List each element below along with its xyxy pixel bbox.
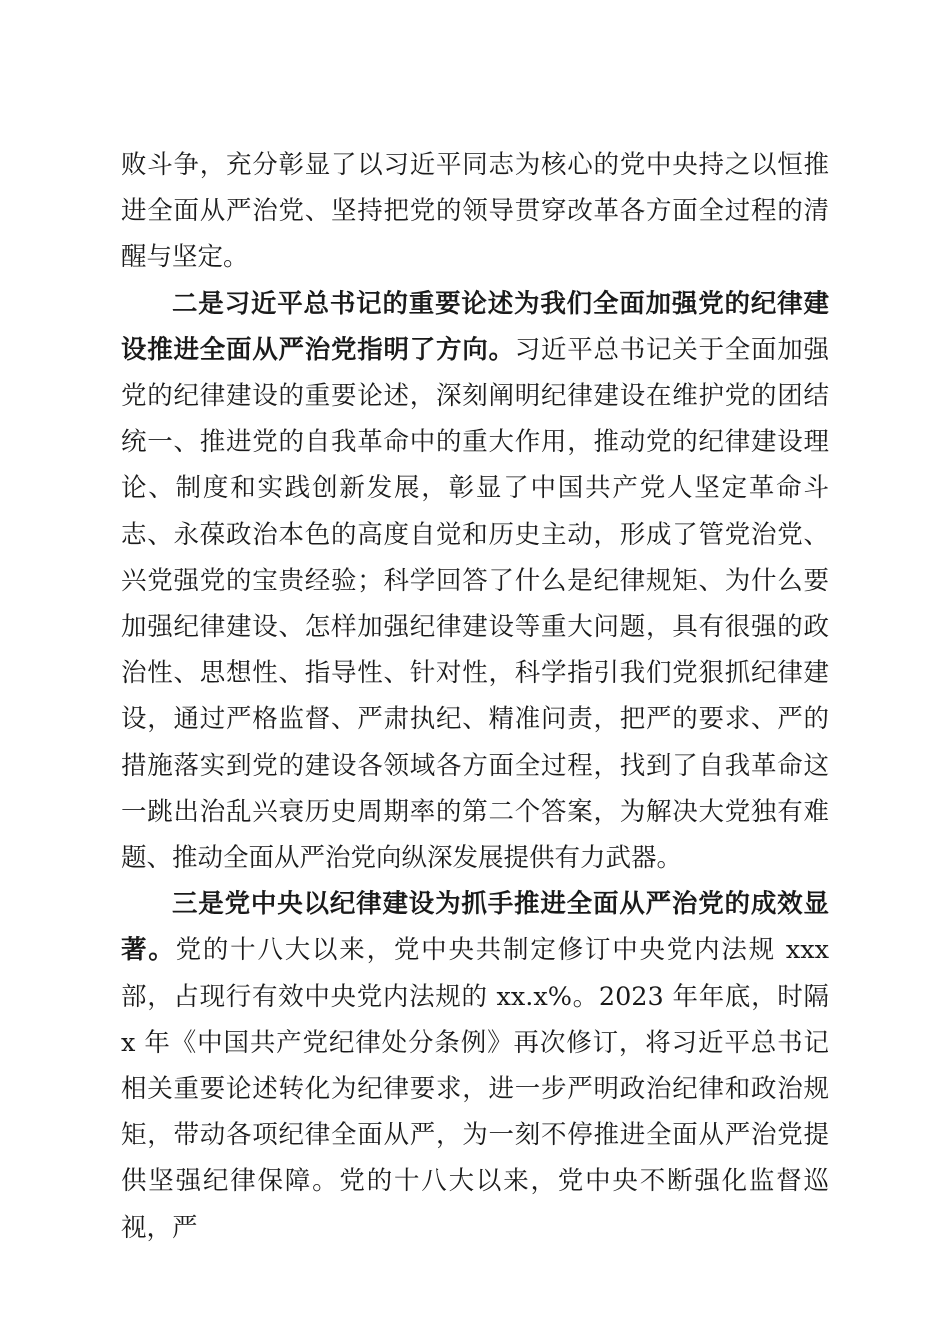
paragraph-lead-heading: 二是习近平总书记的重要论述为我们全面加强党的纪律建设推进全面从严治党指明了方向。: [121, 288, 829, 365]
document-body: [121, 142, 829, 1251]
paragraph-body: 败斗争，充分彰显了以习近平同志为核心的党中央持之以恒推进全面从严治党、坚持把党的领导贯穿改革各方面全过程的清醒与坚定。: [121, 150, 829, 273]
paragraph-lead-heading: 三是党中央以纪律建设为抓手推进全面从严治党的成效显著。: [121, 889, 829, 966]
paragraph-body: 党的十八大以来，党中央共制定修订中央党内法规 xxx 部，占现行有效中央党内法规的 xx.x%。2023 年年底，时隔 x 年《中国共产党纪律处分条例》再次修订，将习近平总书记相关重要论述转化为纪律要求，进一步严明政治纪律和政治规矩，带动各项纪律全面从严，为一刻不停推进全面从严治党提供坚强纪律保障。党的十八大以来，党中央不断强化监督巡视，严: [121, 935, 829, 1243]
paragraph-body: 习近平总书记关于全面加强党的纪律建设的重要论述，深刻阐明纪律建设在维护党的团结统一、推进党的自我革命中的重大作用，推动党的纪律建设理论、制度和实践创新发展，彰显了中国共产党人坚定革命斗志、永葆政治本色的高度自觉和历史主动，形成了管党治党、兴党强党的宝贵经验；科学回答了什么是纪律规矩、为什么要加强纪律建设、怎样加强纪律建设等重大问题，具有很强的政治性、思想性、指导性、针对性，科学指引我们党狠抓纪律建设，通过严格监督、严肃执纪、精准问责，把严的要求、严的措施落实到党的建设各领域各方面全过程，找到了自我革命这一跳出治乱兴衰历史周期率的第二个答案，为解决大党独有难题、推动全面从严治党向纵深发展提供有力武器。: [121, 334, 829, 874]
paragraph-point-three: [121, 881, 829, 1251]
paragraph-continuation: [121, 142, 829, 281]
paragraph-point-two: [121, 281, 829, 882]
